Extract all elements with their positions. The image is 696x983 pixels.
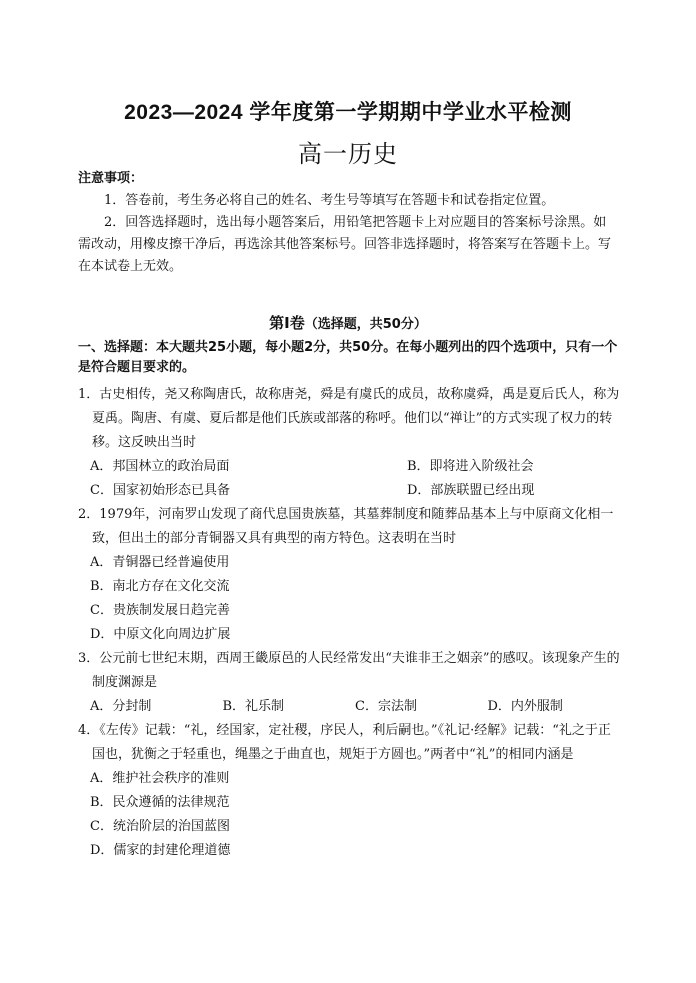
question-stem: 3．公元前七世纪末期，西周王畿原邑的人民经常发出“夫谁非王之姻亲”的感叹。该现象产生的制度渊源是: [78, 651, 620, 690]
notice-section: [78, 168, 618, 278]
section-instruction: 一、选择题：本大题共25小题，每小题2分，共50分。在每小题列出的四个选项中，只有一个是符合题目要求的。: [78, 340, 618, 375]
exam-subject: 高一历史: [298, 140, 398, 168]
option-c: C．统治阶层的治国蓝图: [90, 819, 230, 834]
section-subtitle: （选择题，共50分）: [304, 317, 427, 332]
option-c: C．贵族制发展日趋完善: [90, 603, 230, 618]
question-stem: 4．《左传》记载：“礼，经国家，定社稷，序民人，利后嗣也。”《礼记·经解》记载：“礼之于正国也，犹衡之于轻重也，绳墨之于曲直也，规矩于方圆也。”两者中“礼”的相同内涵是: [78, 723, 611, 762]
section-title: [0, 312, 696, 333]
option-d: D．中原文化向周边扩展: [90, 627, 231, 642]
question-2: [78, 503, 620, 647]
option-b: B．即将进入阶级社会: [407, 459, 534, 474]
option-d: D．内外服制: [487, 699, 563, 714]
question-3: [78, 647, 620, 719]
option-a: A．青铜器已经普遍使用: [90, 555, 230, 570]
question-options: [78, 551, 620, 647]
question-1: [78, 383, 620, 503]
notice-item: 1．答卷前，考生务必将自己的姓名、考生号等填写在答题卡和试卷指定位置。: [104, 193, 555, 208]
exam-title: 2023—2024 学年度第一学期期中学业水平检测: [124, 101, 572, 124]
option-d: D．部族联盟已经出现: [407, 483, 535, 498]
question-stem: 1．古史相传，尧又称陶唐氏，故称唐尧，舜是有虞氏的成员，故称虞舜，禹是夏后氏人，称为夏禹。陶唐、有虞、夏后都是他们氏族或部落的称呼。他们以“禅让”的方式实现了权力的转移。这反映出当时: [78, 387, 620, 450]
question-options: [78, 695, 620, 719]
option-a: A．维护社会秩序的准则: [90, 771, 230, 786]
option-b: B．礼乐制: [222, 699, 285, 714]
question-stem: 2．1979年，河南罗山发现了商代息国贵族墓，其墓葬制度和随葬品基本上与中原商文化相一致，但出土的部分青铜器又具有典型的南方特色。这表明在当时: [78, 507, 614, 546]
question-4: [78, 719, 620, 863]
option-a: A．分封制: [90, 699, 152, 714]
notice-heading: 注意事项：: [78, 171, 144, 186]
question-list: [78, 383, 620, 863]
option-b: B．南北方存在文化交流: [90, 579, 230, 594]
section-name: 第Ⅰ卷: [269, 314, 305, 332]
option-c: C．国家初始形态已具备: [90, 483, 230, 498]
question-options: [78, 767, 620, 863]
option-c: C．宗法制: [355, 699, 417, 714]
option-b: B．民众遵循的法律规范: [90, 795, 230, 810]
notice-item: 2．回答选择题时，选出每小题答案后，用铅笔把答题卡上对应题目的答案标号涂黑。如需改动，用橡皮擦干净后，再选涂其他答案标号。回答非选择题时，将答案写在答题卡上。写在本试卷上无效。: [78, 215, 612, 274]
question-options: [78, 455, 620, 503]
option-d: D．儒家的封建伦理道德: [90, 843, 231, 858]
option-a: A．邦国林立的政治局面: [90, 459, 230, 474]
